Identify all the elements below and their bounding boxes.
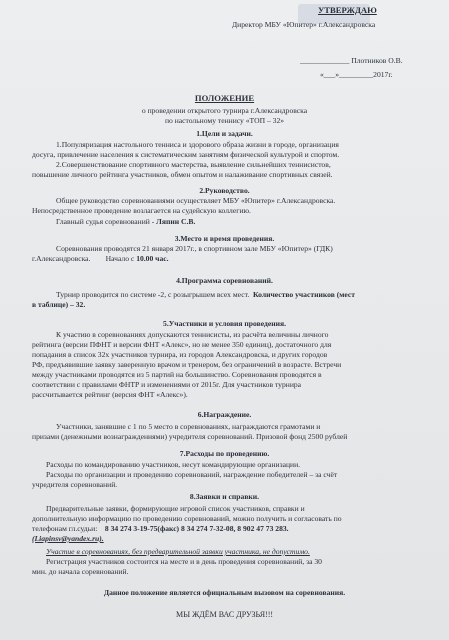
section-2-line: Общее руководство соревнованиями осуществляет МБУ «Юпитер» г.Александровска. bbox=[56, 196, 336, 205]
section-1-line: 1.Популяризация настольного тенниса и здорового образа жизни в городе, организация bbox=[56, 140, 339, 149]
section-4-line bbox=[56, 290, 355, 299]
system-text: Турнир проводится по системе -2, с розыгрышем всех мест. bbox=[56, 290, 250, 299]
section-1-line: 2.Совершенствование спортивного мастерства, выявление сильнейших теннисистов, bbox=[56, 160, 331, 169]
official-notice: Данное положение является официальным вызовом на соревнования. bbox=[103, 588, 346, 597]
section-7-line: Расходы по командированию участников, несут командирующие организации. bbox=[46, 460, 301, 469]
approval-date: «___»_________2017г. bbox=[320, 70, 393, 79]
section-7-heading: 7.Расходы по проведению. bbox=[179, 449, 270, 458]
judge-label: Главный судья соревнований - bbox=[56, 217, 155, 226]
section-1-line: досуга, привлечение населения к систематическим занятиям физической культурой и спортом. bbox=[32, 150, 340, 159]
section-8-line: мин. до начала соревнований. bbox=[32, 567, 129, 576]
section-4-line: в таблице) – 32. bbox=[32, 300, 86, 309]
start-label: Начало с bbox=[105, 254, 135, 263]
approval-position: Директор МБУ «Юпитер» г.Александровска bbox=[232, 20, 376, 29]
section-3-heading: 3.Место и время проведения. bbox=[174, 234, 275, 243]
section-5-line: попадания в список 32х участников турнира, из городов Александровска, и других городов bbox=[32, 350, 328, 359]
section-2-heading: 2.Руководство. bbox=[199, 186, 250, 195]
section-8-line: Регистрация участников состоится на месте и в день проведения соревнований, за 30 bbox=[46, 557, 322, 566]
section-5-line: К участию в соревнованиях допускаются теннисисты, из расчёта величины личного bbox=[56, 330, 329, 339]
approval-title: УТВЕРЖДАЮ bbox=[318, 5, 377, 15]
section-8-notice: Участие в соревнованиях, без предварительной заявки участника, не допустимо. bbox=[46, 547, 310, 556]
section-4-heading: 4.Программа соревнований. bbox=[176, 276, 273, 285]
closing-greeting: МЫ ЖДЁМ ВАС ДРУЗЬЯ!!! bbox=[175, 610, 274, 619]
document-subtitle-1: о проведении открытого турнира г.Александровска bbox=[141, 106, 308, 115]
section-1-line: повышение личного рейтинга участников, обмен опытом и налаживание спортивных связей. bbox=[32, 170, 333, 179]
phones-label: телефонам гл.судьи: bbox=[32, 524, 98, 533]
section-7-line: Расходы по организации и проведению соревнований, награждение победителей – за счёт bbox=[46, 470, 338, 479]
section-2-judge bbox=[56, 217, 195, 226]
approval-signature: _____________ Плотников О.В. bbox=[300, 56, 403, 65]
document-subtitle-2: по настольному теннису «ТОП – 32» bbox=[164, 116, 285, 125]
participants-count-label: Количество участников (мест bbox=[253, 290, 355, 299]
section-6-heading: 6.Награждение. bbox=[197, 410, 252, 419]
section-6-line: Участники, занявшие с 1 по 5 место в соревнованиях, награждаются грамотами и bbox=[56, 422, 321, 431]
section-5-heading: 5.Участники и условия проведения. bbox=[163, 319, 286, 328]
city-name: г.Александровска. bbox=[32, 254, 91, 263]
section-3-line: Соревнования проводятся 21 января 2017г., в спортивном зале МБУ «Юпитер» (ГДК) bbox=[56, 244, 333, 253]
judge-name: Ляпин С.В. bbox=[156, 217, 196, 226]
phone-numbers: 8 34 274 3-19-75(факс) 8 34 274 7-32-08, 8 902 47 73 283. bbox=[104, 524, 289, 533]
section-6-line: призами (денежными вознаграждениями) учредителя соревнований. Призовой фонд 2500 рублей bbox=[32, 432, 348, 441]
section-5-line: рассчитывается рейтинг (версия ФНТ «Алекс»). bbox=[32, 390, 188, 399]
section-5-line: РФ, предъявившие заявку заверенную врачом и тренером, без ограничений в возрасте. Встречи bbox=[32, 360, 342, 369]
section-3-line bbox=[32, 254, 169, 263]
section-8-line: Предварительные заявки, формирующие игровой список участников, справки и bbox=[46, 504, 305, 513]
section-2-line: Непосредственное проведение возлагается на судейскую коллегию. bbox=[32, 206, 251, 215]
email-link[interactable]: (Liapinsv@yandex.ru). bbox=[32, 534, 104, 543]
section-8-line: дополнительную информацию по проведению соревнований, можно получить и согласовать по bbox=[32, 514, 342, 523]
section-5-line: между участниками проводятся из 5 партий на большинство. Соревнования проводятся в bbox=[32, 370, 322, 379]
section-8-heading: 8.Заявки и справки. bbox=[189, 492, 260, 501]
section-8-phones bbox=[32, 524, 289, 533]
section-7-line: учредителя соревнований. bbox=[32, 480, 118, 489]
section-1-heading: 1.Цели и задачи. bbox=[196, 129, 253, 138]
document-title: ПОЛОЖЕНИЕ bbox=[194, 93, 255, 103]
start-time: 10.00 час. bbox=[136, 254, 169, 263]
section-5-line: рейтинга (версии ПФНТ и версии ФНТ «Алекс», но не менее 350 единиц), достаточного для bbox=[32, 340, 332, 349]
section-5-line: соответствии с правилами ФНТР и изменениями от 2015г. Для участников турнира bbox=[32, 380, 302, 389]
